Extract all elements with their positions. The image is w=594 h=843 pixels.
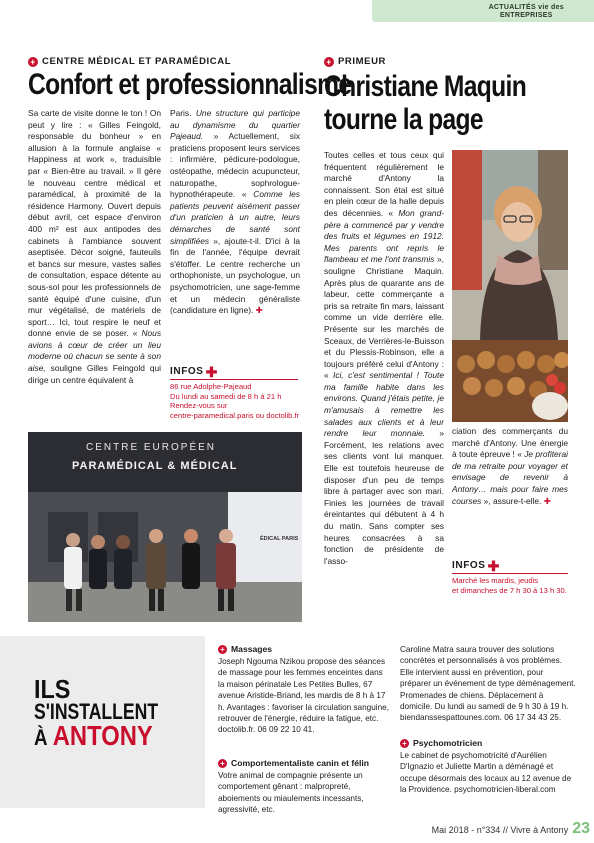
psychomotricien-heading: + Psychomotricien <box>400 738 482 748</box>
article2-column1: Toutes celles et tous ceux qui fréquentent régulièrement le marché d'Antony la connaissent. Son étal est situé en plein cœur de la halle depuis des décennies. « Mon grand-père a commencé par y vendre des fruits et légumes en 1912. Mes parents ont repris le flambeau et me l'ont transmis », souligne Christiane Maquin. Après plus de quarante ans de labeur, cette commerçante a pris sa retraite fin mars, laissant comme un vide derrière elle. Présente sur les marchés de Sceaux, de Verrières-le-Buisson et du Plessis-Robinson, elle a toujours préféré celui d'Antony : « Ici, c'est sentimental ! Toute ma famille habite dans les environs. Quand j'étais petite, je m'amusais à remettre les salades aux clients et à leur rendre leur monnaie. » Forcément, les relations avec ses clients vont lui manquer. Elle est toutefois heureuse de disposer d'un peu de temps libre à partager avec son mari. Finies les journées de travail éreintantes qui débutent à 4 h du matin. Sans compter ses heures consacrées à sa fonction de présidente de l'asso- <box>324 150 445 566</box>
sign-side: ÉDICAL PARIS <box>260 536 299 542</box>
page-number: 23 <box>572 820 590 837</box>
comportementaliste-text-continued: Caroline Matra saura trouver des solutions concrètes et personnalisés à vos problèmes. Elle intervient aussi en prévention, pour préparer un événement de type déménagement. Promenades de chiens. Déplacement à domicile. Du lundi au samedi de 9 h 30 à 19 h. biendanssespattounes.com. 06 17 34 43 25. <box>400 645 576 723</box>
article1-column2: Paris. Une structure qui participe au dynamisme du quartier Pajeaud. » Actuellement, six praticiens proposent leurs services : infirmière, pédicure-podologue, ostéopathe, médecin acupuncteur, naturopathe, sophrologue-hypnothérapeute. « Comme les patients peuvent aisément passer d'un praticien à un autre, leurs démarches de santé sont simplifiées », ajoute-t-il. D'ici à la fin de l'année, l'équipe devrait s'étoffer. Le centre recherche un orthophoniste, un psychologue, un psychomotricien, une sage-femme et un médecin généraliste (candidature en ligne). ✚ <box>170 108 301 316</box>
comportementaliste-text: Votre animal de compagnie présente un comportement gênant : malpropreté, aboiements ou miaulements incessants, agressivité, etc. <box>218 771 364 815</box>
section-tab-line1: ACTUALITÉS vie des <box>488 4 564 11</box>
sticker-line2: S'INSTALLENT <box>34 699 159 724</box>
article2-infos-title: INFOS ✚ <box>452 557 500 574</box>
sign-line1: CENTRE EUROPÉEN <box>86 442 217 453</box>
article1-infos-title: INFOS ✚ <box>170 363 218 380</box>
end-mark-icon: ✚ <box>255 305 263 316</box>
article1-infos-rule <box>170 379 298 380</box>
comportementaliste-heading: + Comportementaliste canin et félin <box>218 758 369 768</box>
psychomotricien-text: Le cabinet de psychomotricité d'Aurélien D'Ignazio et Juliette Martin a déménagé et occupe désormais des locaux au 12 avenue de la Providence. psychomotricien-liberal.com <box>400 751 572 795</box>
article1-infos-body: 86 rue Adolphe-Pajeaud Du lundi au samedi de 8 h à 21 h Rendez-vous sur centre-paramedical.paris ou doctolib.fr <box>170 382 300 420</box>
sticker-line1: ILS <box>34 674 71 704</box>
footer-text: Mai 2018 - n°334 // Vivre à Antony <box>431 825 569 835</box>
article1-kicker: + CENTRE MÉDICAL ET PARAMÉDICAL <box>28 56 231 67</box>
plus-icon: ✚ <box>205 363 218 380</box>
plus-icon: + <box>324 57 334 67</box>
massages-heading: + Massages <box>218 644 272 654</box>
portrait-illustration <box>452 150 568 422</box>
portrait-photo <box>452 150 568 422</box>
article2-kicker: + PRIMEUR <box>324 56 386 67</box>
article2-infos-rule <box>452 573 568 574</box>
page-footer <box>380 820 590 838</box>
end-mark-icon: ✚ <box>543 495 551 506</box>
article1-column1: Sa carte de visite donne le ton ! On peut y lire : « Gilles Feingold, responsable du bonheur » en allusion à la formule anglaise « Happiness at work », traduisible par « Bien-être au travail. » Il gère le nouveau centre médical et paramédical, à proximité de la résidence Harmony. Ouvert depuis début avril, cet espace d'environ 400 m² est aux antipodes des cabinets à l'ambiance souvent aseptisée. Décor soigné, fauteuils et bancs sur mesure, vastes salles de consultation, espace détente au sous-sol pour les professionnels de santé équipé d'une cuisine, d'un mur végétalisé, de matériels de sport… Ici, tout respire le neuf et donne envie de se poser. « Nous avions à cœur de créer un lieu moderne où chacun se sente à son aise, souligne Gilles Feingold qui dirige un centre équivalent à <box>28 108 162 385</box>
section-tab <box>372 0 594 22</box>
sticker-line3: À ANTONY <box>34 720 153 751</box>
section-tab-line2: ENTREPRISES <box>499 12 553 19</box>
plus-icon: ✚ <box>487 557 500 574</box>
article1-headline: Confort et professionnalisme <box>28 68 352 101</box>
plus-icon: + <box>218 759 227 768</box>
massages-text: Joseph Ngouma Nzikou propose des séances de massage pour les femmes enceintes dans la maison périnatale Les Petites Bulles, 67 avenue Aristide-Briand, les mardis de 8 h à 17 h. Avantages : favoriser la circulation sanguine, retrouver de l'énergie, réduire la fatigue, etc. doctolib.fr. 06 09 22 10 41. <box>218 657 389 735</box>
plus-icon: + <box>218 645 227 654</box>
plus-icon: + <box>28 57 38 67</box>
article2-headline: Christiane Maquin tourne la page <box>324 70 527 136</box>
sign-line2: PARAMÉDICAL & MÉDICAL <box>72 460 238 472</box>
team-photo <box>28 432 302 622</box>
plus-icon: + <box>400 739 409 748</box>
article2-infos-body: Marché les mardis, jeudis et dimanches de 7 h 30 à 13 h 30. <box>452 576 567 595</box>
section-header <box>0 0 594 30</box>
article2-column2: ciation des commerçants du marché d'Antony. Une énergie à toute épreuve ! « Je profiterai de ma retraite pour voyager et envisage de revenir à Antony… mais pour faire mes courses », assure-t-elle. ✚ <box>452 426 569 506</box>
